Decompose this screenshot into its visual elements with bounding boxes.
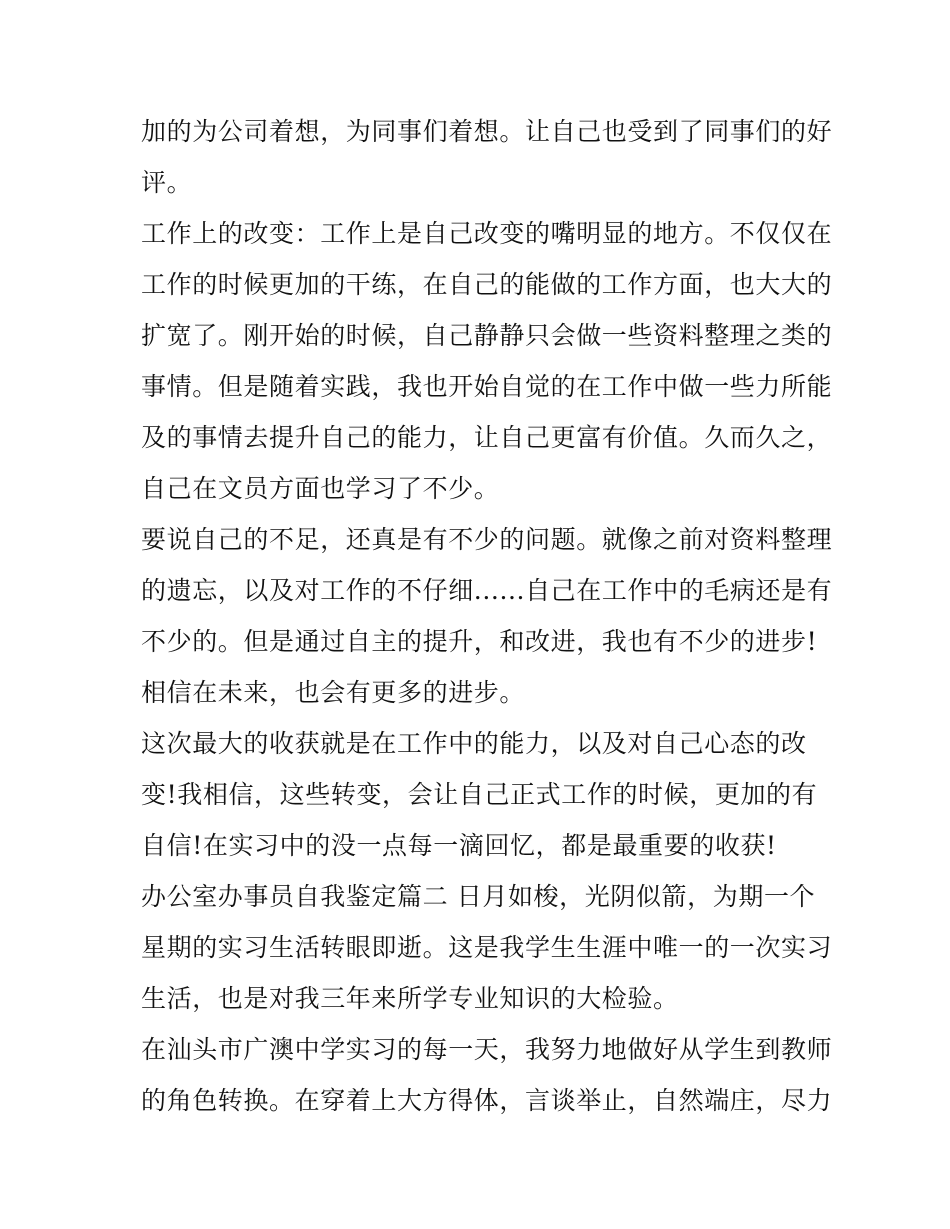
text-line: 工作的时候更加的干练，在自己的能做的工作方面，也大大的 bbox=[141, 270, 833, 299]
text-line: 生活，也是对我三年来所学专业知识的大检验。 bbox=[141, 984, 679, 1013]
text-line: 不少的。但是通过自主的提升，和改进，我也有不少的进步! bbox=[141, 627, 818, 656]
text-line: 评。 bbox=[141, 168, 193, 197]
text-line: 要说自己的不足，还真是有不少的问题。就像之前对资料整理 bbox=[141, 525, 833, 554]
text-line: 自信!在实习中的没一点每一滴回忆，都是最重要的收获! bbox=[141, 831, 777, 860]
text-line: 的遗忘，以及对工作的不仔细......自己在工作中的毛病还是有 bbox=[141, 576, 833, 605]
document-body-text bbox=[141, 106, 833, 1126]
text-line: 相信在未来，也会有更多的进步。 bbox=[141, 678, 526, 707]
text-line: 及的事情去提升自己的能力，让自己更富有价值。久而久之， bbox=[141, 423, 833, 452]
text-line: 自己在文员方面也学习了不少。 bbox=[141, 474, 500, 503]
text-line: 在汕头市广澳中学实习的每一天，我努力地做好从学生到教师 bbox=[141, 1035, 833, 1064]
text-line: 工作上的改变：工作上是自己改变的嘴明显的地方。不仅仅在 bbox=[141, 219, 833, 248]
text-line: 扩宽了。刚开始的时候，自己静静只会做一些资料整理之类的 bbox=[141, 321, 833, 350]
text-line: 这次最大的收获就是在工作中的能力，以及对自己心态的改 bbox=[141, 729, 807, 758]
text-line: 事情。但是随着实践，我也开始自觉的在工作中做一些力所能 bbox=[141, 372, 833, 401]
text-line: 办公室办事员自我鉴定篇二 日月如梭，光阴似箭，为期一个 bbox=[141, 882, 816, 911]
text-line: 加的为公司着想，为同事们着想。让自己也受到了同事们的好 bbox=[141, 117, 833, 146]
text-line: 变!我相信，这些转变，会让自己正式工作的时候，更加的有 bbox=[141, 780, 818, 809]
text-line: 的角色转换。在穿着上大方得体，言谈举止，自然端庄，尽力 bbox=[141, 1086, 833, 1115]
text-line: 星期的实习生活转眼即逝。这是我学生生涯中唯一的一次实习 bbox=[141, 933, 833, 962]
